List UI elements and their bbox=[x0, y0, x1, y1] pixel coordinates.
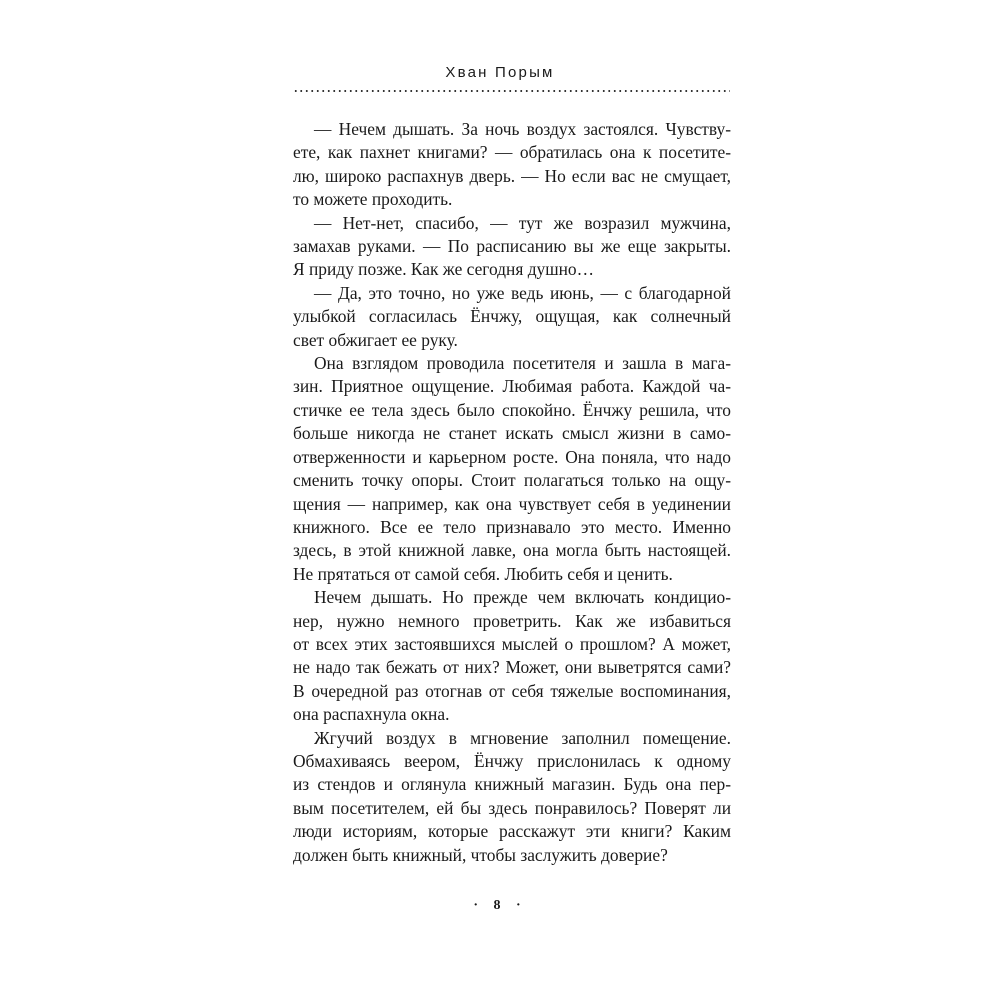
text-line: отверженности и карьерном росте. Она поняла, что надо bbox=[293, 446, 731, 467]
text-line: Не прятаться от самой себя. Любить себя и ценить. bbox=[293, 563, 673, 584]
paragraph bbox=[293, 727, 731, 867]
text-line: Жгучий воздух в мгновение заполнил помещение. bbox=[314, 727, 731, 748]
text-line: Обмахиваясь веером, Ёнчжу прислонилась к одному bbox=[293, 750, 731, 771]
text-line: от всех этих застоявшихся мыслей о прошлом? А может, bbox=[293, 633, 731, 654]
text-line: она распахнула окна. bbox=[293, 704, 450, 725]
text-line: здесь, в этой книжной лавке, она могла быть настоящей. bbox=[293, 540, 731, 561]
text-line: сменить точку опоры. Стоит полагаться только на ощу- bbox=[293, 470, 731, 491]
text-line: свет обжигает ее руку. bbox=[293, 329, 458, 350]
text-line: вым посетителем, ей бы здесь понравилось? Поверят ли bbox=[293, 797, 731, 818]
text-line: стичке ее тела здесь было спокойно. Ёнчжу решила, что bbox=[293, 399, 731, 420]
text-line: больше никогда не станет искать смысл жизни в само- bbox=[293, 423, 731, 444]
text-line: Нечем дышать. Но прежде чем включать кондицио- bbox=[314, 587, 731, 608]
text-line: ете, как пахнет книгами? — обратилась она к посетите- bbox=[293, 142, 731, 163]
running-head-author: Хван Порым bbox=[445, 64, 555, 81]
text-line: — Нет-нет, спасибо, — тут же возразил мужчина, bbox=[314, 212, 731, 233]
text-line: — Да, это точно, но уже ведь июнь, — с благодарной bbox=[314, 282, 731, 303]
text-line: книжного. Все ее тело признавало это место. Именно bbox=[293, 516, 731, 537]
text-line: Она взглядом проводила посетителя и зашла в мага- bbox=[314, 353, 731, 374]
paragraph bbox=[293, 282, 731, 352]
text-line: из стендов и оглянула книжный магазин. Будь она пер- bbox=[293, 774, 731, 795]
body-text bbox=[293, 118, 731, 867]
text-line: нер, нужно немного проветрить. Как же избавиться bbox=[293, 610, 731, 631]
text-line: зин. Приятное ощущение. Любимая работа. Каждой ча- bbox=[293, 376, 731, 397]
text-line: — Нечем дышать. За ночь воздух застоялся. Чувству- bbox=[314, 119, 731, 139]
page-number: · 8 · bbox=[473, 898, 527, 913]
text-line: то можете проходить. bbox=[293, 189, 453, 210]
paragraph bbox=[293, 118, 731, 212]
text-line: замахав руками. — По расписанию вы же еще закрыты. bbox=[293, 236, 731, 257]
paragraph bbox=[293, 586, 731, 726]
paragraph bbox=[293, 352, 731, 586]
text-line: улыбкой согласилась Ёнчжу, ощущая, как солнечный bbox=[293, 306, 731, 327]
text-line: Я приду позже. Как же сегодня душно… bbox=[293, 259, 595, 280]
text-line: не надо так бежать от них? Может, они выветрятся сами? bbox=[293, 657, 731, 678]
text-line: люди историям, которые расскажут эти книги? Каким bbox=[293, 821, 731, 842]
paragraph bbox=[293, 212, 731, 282]
text-line: щения — например, как она чувствует себя в уединении bbox=[293, 493, 731, 514]
text-line: лю, широко распахнув дверь. — Но если вас не смущает, bbox=[293, 165, 731, 186]
text-line: должен быть книжный, чтобы заслужить доверие? bbox=[293, 844, 668, 865]
text-line: В очередной раз отогнав от себя тяжелые воспоминания, bbox=[293, 680, 731, 701]
dotted-rule bbox=[293, 90, 730, 92]
